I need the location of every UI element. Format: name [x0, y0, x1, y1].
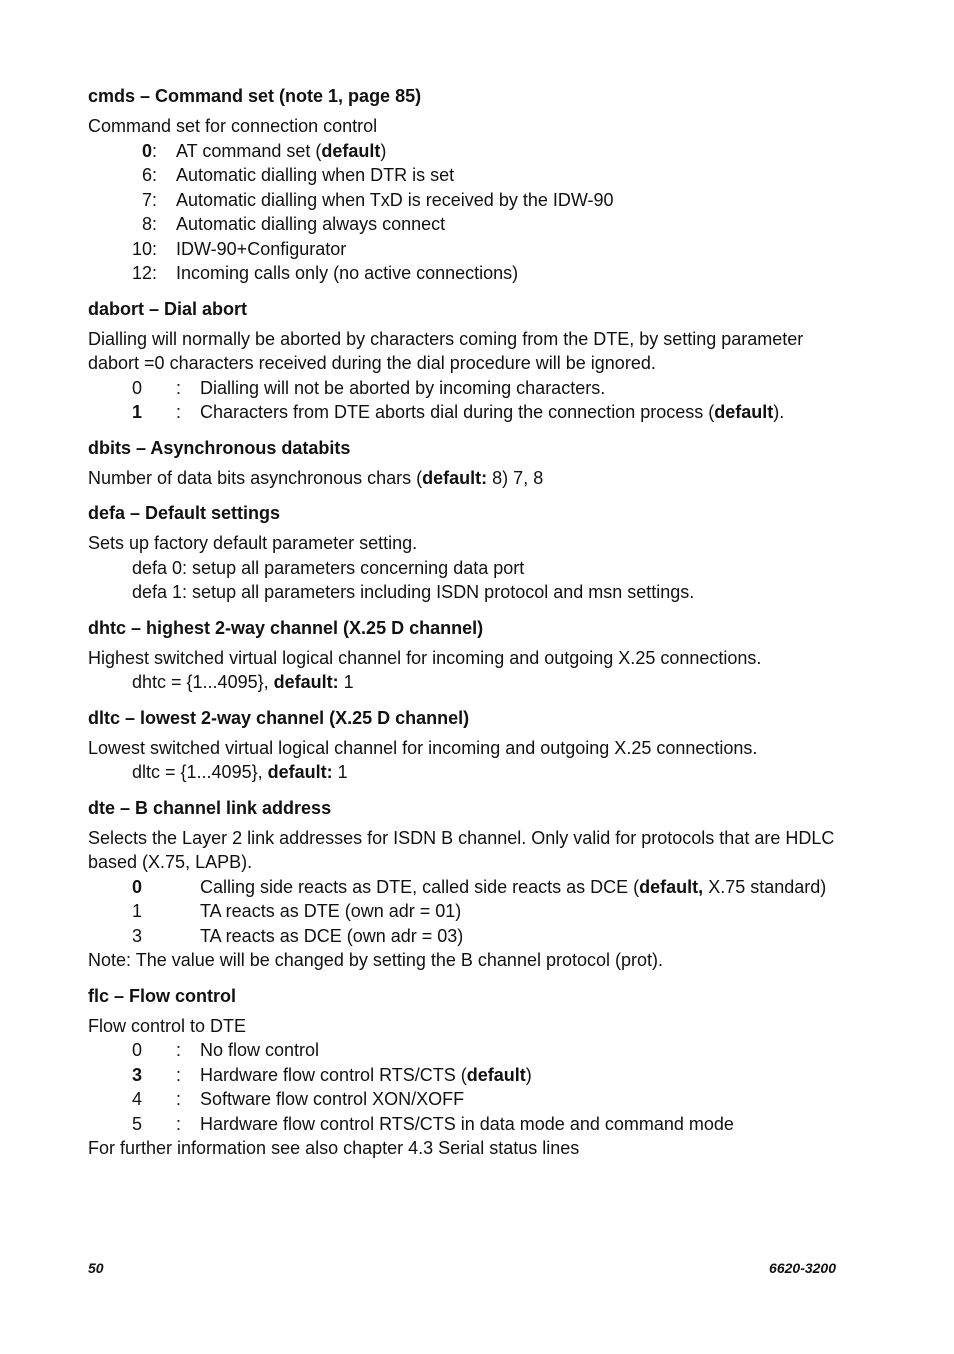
item-text: Dialling will not be aborted by incoming characters.: [200, 377, 606, 398]
section-intro: Lowest switched virtual logical channel for incoming and outgoing X.25 connections.: [88, 737, 758, 758]
item-bold: default,: [639, 876, 704, 897]
item-key: 3: [132, 925, 143, 946]
item-text: Hardware flow control RTS/CTS (: [200, 1064, 467, 1085]
line-bold: default:: [273, 672, 339, 692]
section-intro: Highest switched virtual logical channel for incoming and outgoing X.25 connections.: [88, 647, 762, 668]
section-flc: [88, 984, 848, 1161]
list-item: 5 : Hardware flow control RTS/CTS in data mode and command mode: [88, 1112, 848, 1137]
item-bold: default: [466, 1064, 526, 1085]
item-text: Calling side reacts as DTE, called side reacts as DCE (: [200, 876, 640, 897]
section-intro: Flow control to DTE: [88, 1015, 247, 1036]
item-key: 1: [132, 402, 143, 422]
item-text: Automatic dialling always connect: [176, 214, 446, 234]
indented-line: defa 0: setup all parameters concerning data port: [132, 557, 525, 578]
list-item: 1 : Characters from DTE aborts dial during the connection process (default).: [88, 400, 848, 425]
list-item: [88, 899, 848, 924]
item-text: TA reacts as DTE (own adr = 01): [200, 901, 462, 921]
item-text-post: ): [380, 140, 387, 161]
list-item: [88, 924, 848, 949]
item-text: Software flow control XON/XOFF: [200, 1089, 465, 1109]
indented-line: [88, 670, 848, 695]
intro-text: Number of data bits asynchronous chars (: [88, 467, 423, 488]
section-intro: Command set for connection control: [88, 116, 378, 136]
section-note: Note: The value will be changed by setting the B channel protocol (prot).: [88, 950, 664, 970]
intro-text-post: 8) 7, 8: [487, 467, 544, 488]
section-heading: defa – Default settings: [88, 503, 281, 523]
item-text: Characters from DTE aborts dial during the connection process (: [200, 402, 715, 422]
item-key: 4: [132, 1089, 143, 1109]
item-key: 0: [132, 876, 143, 897]
section-heading: cmds – Command set (note 1, page 85): [88, 86, 422, 106]
item-key: 12: [131, 263, 152, 283]
list-item: 6 : Automatic dialling when DTR is set: [88, 163, 848, 188]
list-item: 0 : AT command set (default): [88, 139, 848, 164]
item-text-post: X.75 standard): [703, 876, 827, 897]
item-text: Automatic dialling when DTR is set: [176, 165, 455, 185]
intro-bold: default:: [422, 467, 488, 488]
list-item: 12 : Incoming calls only (no active connections): [88, 261, 848, 286]
item-key: 7: [141, 189, 152, 210]
document-page: [88, 84, 848, 1172]
item-key: 3: [132, 1064, 143, 1085]
line-text: dltc = {1...4095},: [132, 762, 268, 782]
list-item: 10 : IDW-90+Configurator: [88, 237, 848, 262]
section-note: For further information see also chapter 4.3 Serial status lines: [88, 1138, 580, 1158]
item-text: Hardware flow control RTS/CTS in data mode and command mode: [200, 1113, 734, 1134]
line-text-post: 1: [332, 762, 348, 782]
list-item: 3 : Hardware flow control RTS/CTS (default): [88, 1063, 848, 1088]
page-number: 50: [88, 1260, 104, 1276]
item-bold: default: [321, 140, 381, 161]
item-key: 0: [132, 1040, 143, 1060]
line-text-post: 1: [338, 672, 354, 692]
item-key: 5: [132, 1113, 143, 1134]
item-key: 8: [141, 214, 152, 234]
section-heading: dte – B channel link address: [88, 797, 332, 818]
item-text: TA reacts as DCE (own adr = 03): [200, 925, 464, 946]
item-key: 0: [132, 377, 143, 398]
item-text: Incoming calls only (no active connections): [176, 263, 519, 283]
indented-line: defa 1: setup all parameters including ISDN protocol and msn settings.: [132, 582, 695, 602]
list-item: 4 : Software flow control XON/XOFF: [88, 1087, 848, 1112]
section-heading: flc – Flow control: [88, 985, 237, 1006]
page-footer: [88, 1260, 836, 1276]
section-cmds: [88, 84, 848, 286]
list-item: [88, 875, 848, 900]
section-dabort: [88, 297, 848, 425]
item-text-post: ).: [773, 402, 785, 422]
section-dltc: [88, 706, 848, 785]
section-defa: [88, 501, 848, 605]
section-heading: dltc – lowest 2-way channel (X.25 D channel): [88, 707, 470, 728]
section-intro: [88, 466, 848, 491]
section-dhtc: [88, 616, 848, 695]
item-text-post: ): [525, 1064, 532, 1085]
line-text: dhtc = {1...4095},: [132, 672, 274, 692]
section-heading: dhtc – highest 2-way channel (X.25 D channel): [88, 617, 484, 638]
item-key: 0: [141, 140, 152, 161]
section-heading: dbits – Asynchronous databits: [88, 437, 351, 458]
list-item: 0 : Dialling will not be aborted by incoming characters.: [88, 376, 848, 401]
item-text: Automatic dialling when TxD is received by the IDW-90: [176, 189, 614, 210]
item-key: 1: [132, 901, 143, 921]
item-bold: default: [714, 402, 774, 422]
indented-line: [88, 760, 848, 785]
list-item: 7 : Automatic dialling when TxD is received by the IDW-90: [88, 188, 848, 213]
section-intro: Sets up factory default parameter setting.: [88, 533, 418, 553]
section-intro: Selects the Layer 2 link addresses for ISDN B channel. Only valid for protocols that are HDLC based (X.75, LAPB).: [88, 827, 835, 872]
section-heading: dabort – Dial abort: [88, 298, 248, 319]
document-number: 6620-3200: [769, 1260, 836, 1276]
list-item: 8 : Automatic dialling always connect: [88, 212, 848, 237]
section-intro: Dialling will normally be aborted by characters coming from the DTE, by setting parameter dabort =0 characters received during the dial procedure will be ignored.: [88, 328, 804, 373]
line-bold: default:: [267, 762, 333, 782]
item-key: 6: [141, 165, 152, 185]
section-dte: [88, 796, 848, 973]
item-text: AT command set (: [176, 140, 322, 161]
item-key: 10: [131, 238, 152, 259]
list-item: 0 : No flow control: [88, 1038, 848, 1063]
section-dbits: [88, 436, 848, 491]
item-text: IDW-90+Configurator: [176, 238, 347, 259]
item-text: No flow control: [200, 1040, 320, 1060]
